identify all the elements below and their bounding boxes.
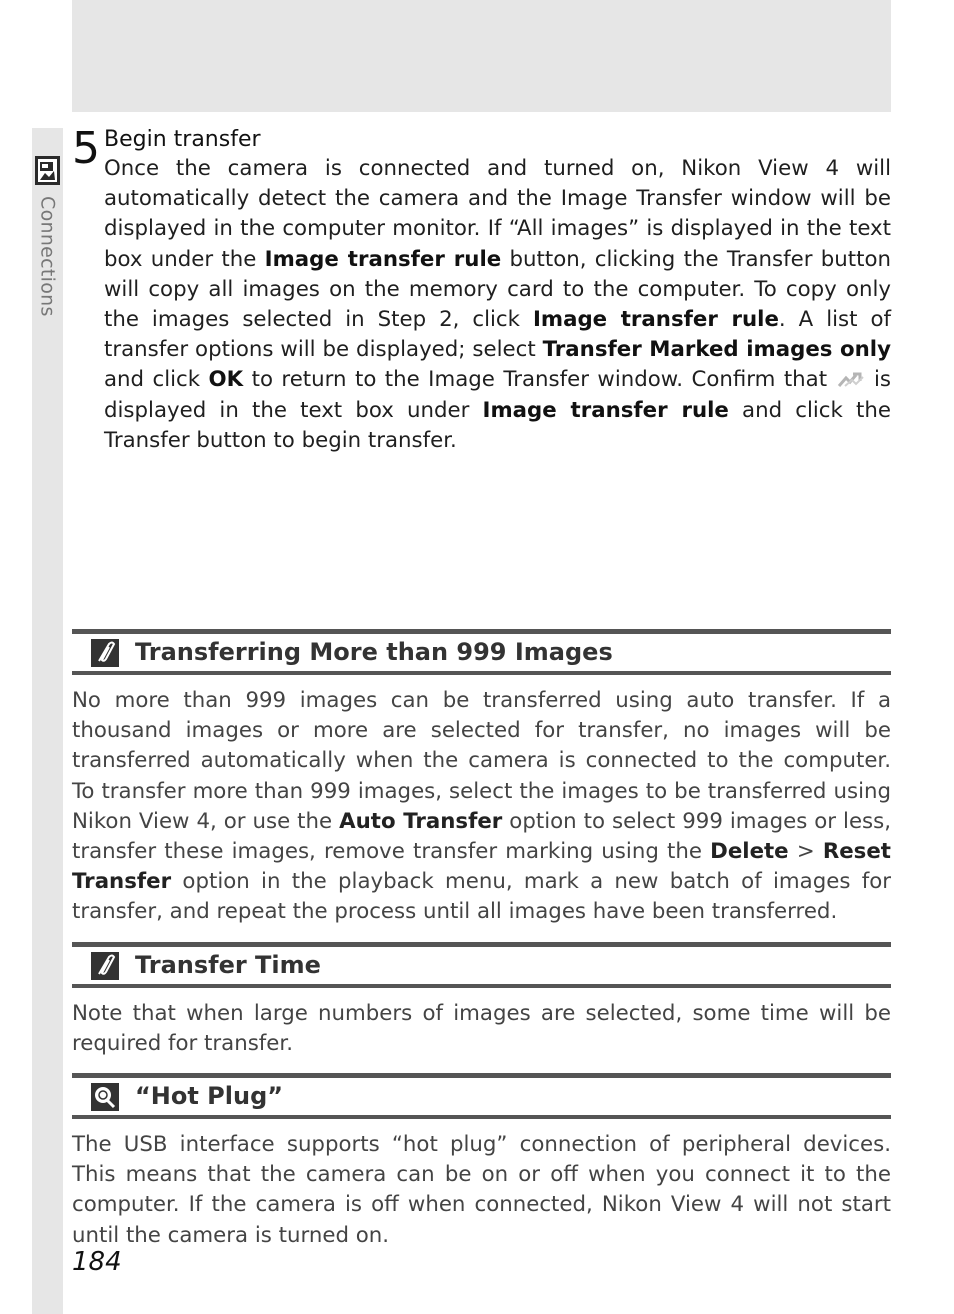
- note-transferring-more-than-999: [72, 629, 891, 928]
- note-pencil-icon: [91, 639, 119, 667]
- tip-bulb-icon: [91, 1083, 119, 1111]
- note-title: Transfer Time: [135, 951, 321, 979]
- header-band: [72, 0, 891, 112]
- step-paragraph: Once the camera is connected and turned on, Nikon View 4 will automatically detect the camera and the Image Transfer window will be displayed in the computer monitor. If “All images” is displayed in the text box under the Image transfer rule button, clicking the Transfer button will copy all images on the memory card to the computer. To copy only the images selected in Step 2, click Image transfer rule. A list of transfer options will be displayed; select Transfer Marked images only and click OK to return to the Image Transfer window. Confirm that is displayed in the text box under Image transfer rule and click the Transfer button to begin transfer.: [104, 156, 891, 453]
- note-text: Note that when large numbers of images are selected, some time will be required for transfer.: [72, 1001, 891, 1057]
- transfer-marked-icon: [836, 372, 866, 388]
- side-tab: [32, 128, 63, 1314]
- section-label: Connections: [36, 196, 59, 317]
- note-text: No more than 999 images can be transferred using auto transfer. If a thousand images or more are selected for transfer, no images will be transferred automatically when the camera is connected to the computer. To transfer more than 999 images, select the images to be transferred using Nikon View 4, or use the Auto Transfer option to select 999 images or less, transfer these images, remove transfer marking using the Delete > Reset Transfer option in the playback menu, mark a new batch of images for transfer, and repeat the process until all images have been transferred.: [72, 688, 892, 925]
- note-header: [72, 629, 891, 675]
- note-pencil-icon: [91, 952, 119, 980]
- step-number: 5: [72, 123, 100, 174]
- step-body: [104, 126, 891, 456]
- note-text: The USB interface supports “hot plug” connection of peripheral devices. This means that the camera can be on or off when you connect it to the computer. If the camera is off when connected, Nikon View 4 will not start until the camera is turned on.: [72, 1132, 891, 1248]
- note-header: [72, 1073, 891, 1119]
- note-title: “Hot Plug”: [135, 1082, 284, 1110]
- connections-icon: [35, 156, 60, 185]
- page-number: 184: [72, 1247, 122, 1277]
- note-title: Transferring More than 999 Images: [135, 638, 613, 666]
- note-header: [72, 942, 891, 988]
- step-title: Begin transfer: [104, 127, 261, 152]
- note-transfer-time: [72, 942, 891, 1059]
- note-hot-plug: [72, 1073, 891, 1251]
